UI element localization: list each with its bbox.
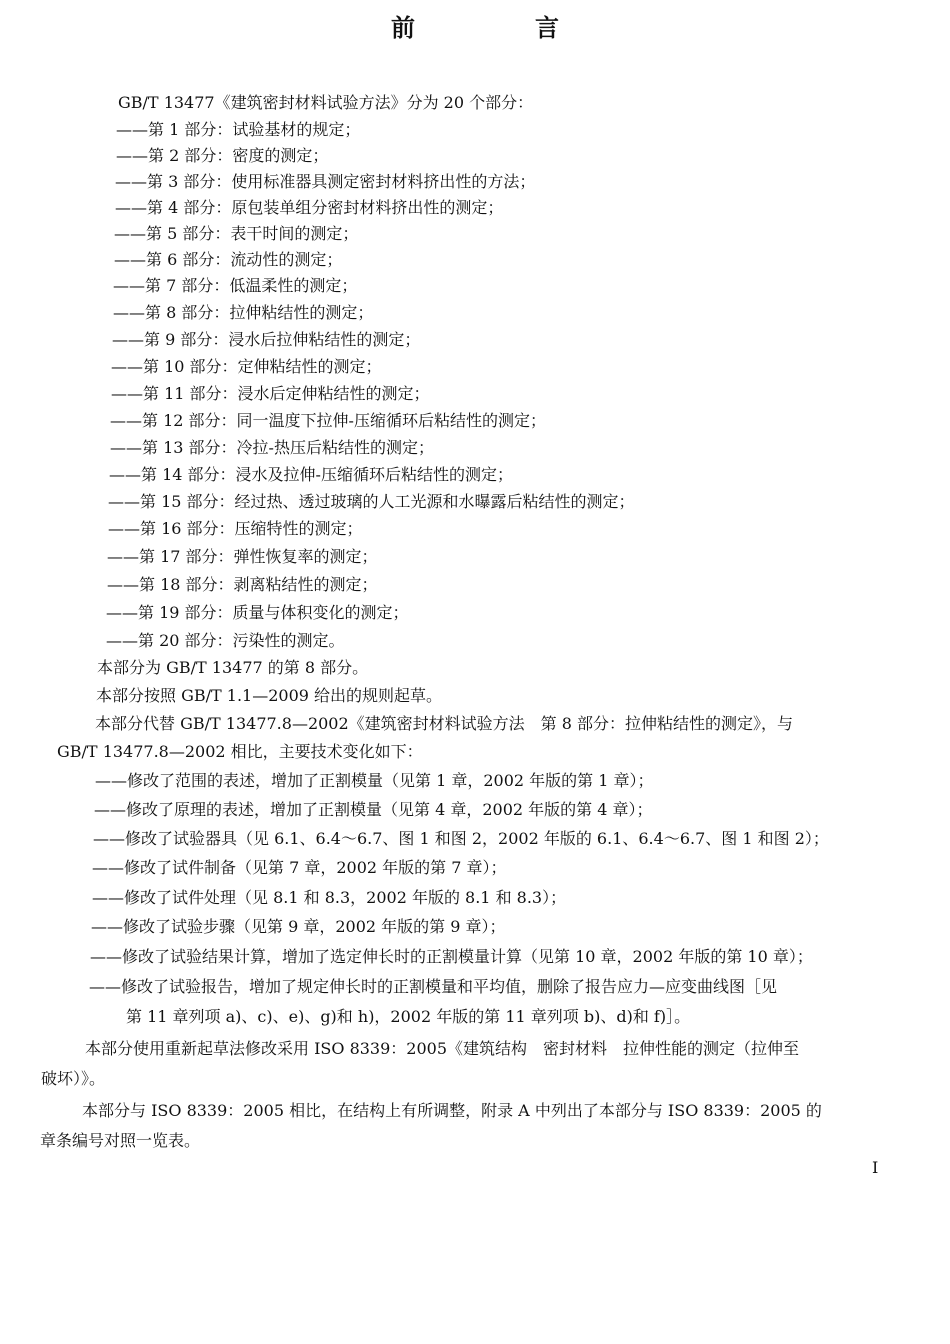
list-item: ——第 10 部分：定伸粘结性的测定； bbox=[111, 357, 382, 376]
paragraph: 本部分与 ISO 8339：2005 相比，在结构上有所调整，附录 A 中列出了本部分与 ISO 8339：2005 的 bbox=[82, 1101, 822, 1120]
list-item: ——第 16 部分：压缩特性的测定； bbox=[108, 519, 363, 538]
list-item: ——第 13 部分：冷拉-热压后粘结性的测定； bbox=[110, 438, 434, 457]
list-item-continuation: 第 11 章列项 a)、c)、e)、g)和 h)，2002 年版的第 11 章列项 b)、d)和 f)］。 bbox=[126, 1007, 691, 1026]
page-title: 前 言 bbox=[391, 13, 607, 42]
paragraph: 破坏）》。 bbox=[41, 1069, 106, 1088]
list-item: ——第 17 部分：弹性恢复率的测定； bbox=[107, 547, 378, 566]
paragraph: 章条编号对照一览表。 bbox=[40, 1131, 201, 1150]
intro-text: GB/T 13477《建筑密封材料试验方法》分为 20 个部分： bbox=[118, 93, 534, 112]
list-item: ——第 1 部分：试验基材的规定； bbox=[116, 120, 361, 139]
list-item: ——修改了原理的表述，增加了正割模量（见第 4 章，2002 年版的第 4 章）； bbox=[94, 800, 653, 819]
page-number: I bbox=[872, 1158, 879, 1177]
list-item: ——第 3 部分：使用标准器具测定密封材料挤出性的方法； bbox=[115, 172, 536, 191]
paragraph: 本部分为 GB/T 13477 的第 8 部分。 bbox=[97, 658, 369, 677]
list-item: ——第 19 部分：质量与体积变化的测定； bbox=[106, 603, 409, 622]
list-item: ——第 11 部分：浸水后定伸粘结性的测定； bbox=[111, 384, 430, 403]
list-item: ——第 2 部分：密度的测定； bbox=[116, 146, 329, 165]
paragraph: GB/T 13477.8—2002 相比，主要技术变化如下： bbox=[57, 742, 423, 761]
list-item: ——修改了试验结果计算，增加了选定伸长时的正割模量计算（见第 10 章，2002 年版的第 10 章）； bbox=[90, 947, 813, 966]
list-item: ——第 12 部分：同一温度下拉伸-压缩循环后粘结性的测定； bbox=[110, 411, 546, 430]
list-item: ——第 4 部分：原包装单组分密封材料挤出性的测定； bbox=[115, 198, 504, 217]
list-item: ——第 6 部分：流动性的测定； bbox=[114, 250, 343, 269]
paragraph: 本部分按照 GB/T 1.1—2009 给出的规则起草。 bbox=[96, 686, 443, 705]
list-item: ——第 14 部分：浸水及拉伸-压缩循环后粘结性的测定； bbox=[109, 465, 513, 484]
paragraph: 本部分使用重新起草法修改采用 ISO 8339：2005《建筑结构 密封材料 拉伸性能的测定（拉伸至 bbox=[85, 1039, 800, 1058]
list-item: ——修改了试件处理（见 8.1 和 8.3，2002 年版的 8.1 和 8.3）； bbox=[92, 888, 567, 907]
list-item: ——修改了试件制备（见第 7 章，2002 年版的第 7 章）； bbox=[92, 858, 507, 877]
list-item: ——修改了试验器具（见 6.1、6.4～6.7、图 1 和图 2，2002 年版的 6.1、6.4～6.7、图 1 和图 2）； bbox=[93, 829, 829, 848]
list-item: ——第 20 部分：污染性的测定。 bbox=[106, 631, 345, 650]
list-item: ——第 15 部分：经过热、透过玻璃的人工光源和水曝露后粘结性的测定； bbox=[108, 492, 635, 511]
list-item: ——第 18 部分：剥离粘结性的测定； bbox=[107, 575, 378, 594]
list-item: ——第 5 部分：表干时间的测定； bbox=[114, 224, 359, 243]
list-item: ——修改了试验报告，增加了规定伸长时的正割模量和平均值，删除了报告应力—应变曲线图［见 bbox=[89, 977, 778, 996]
list-item: ——第 8 部分：拉伸粘结性的测定； bbox=[113, 303, 374, 322]
paragraph: 本部分代替 GB/T 13477.8—2002《建筑密封材料试验方法 第 8 部分：拉伸粘结性的测定》，与 bbox=[95, 714, 794, 733]
list-item: ——第 9 部分：浸水后拉伸粘结性的测定； bbox=[112, 330, 421, 349]
list-item: ——修改了试验步骤（见第 9 章，2002 年版的第 9 章）； bbox=[91, 917, 506, 936]
list-item: ——第 7 部分：低温柔性的测定； bbox=[113, 276, 358, 295]
list-item: ——修改了范围的表述，增加了正割模量（见第 1 章，2002 年版的第 1 章）； bbox=[95, 771, 654, 790]
